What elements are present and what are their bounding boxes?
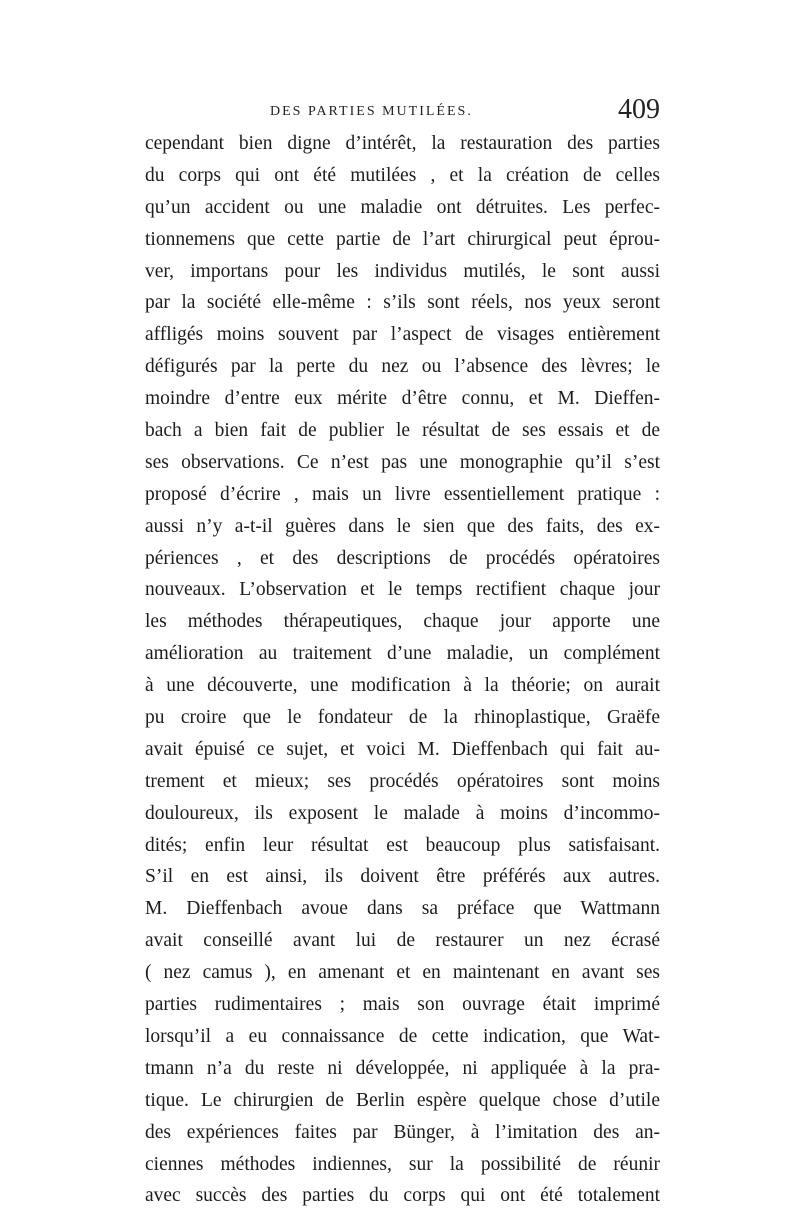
text-line: ( nez camus ), en amenant et en maintenant en avant ses [145,962,660,984]
text-line: trement et mieux; ses procédés opératoires sont moins [145,770,660,792]
text-line: avec succès des parties du corps qui ont été totalement [145,1185,660,1207]
text-line: bach a bien fait de publier le résultat de ses essais et de [145,420,660,442]
text-line: affligés moins souvent par l’aspect de visages entièrement [145,324,660,346]
text-line: nouveaux. L’observation et le temps rectifient chaque jour [145,579,660,601]
running-head [145,94,660,132]
text-line: des expériences faites par Bünger, à l’imitation des an- [145,1121,660,1143]
text-line: défigurés par la perte du nez ou l’absence des lèvres; le [145,356,660,378]
text-line: aussi n’y a-t-il guères dans le sien que des faits, des ex- [145,515,660,537]
text-line: proposé d’écrire , mais un livre essentiellement pratique : [145,483,660,505]
text-line: douloureux, ils exposent le malade à moins d’incommo- [145,802,660,824]
text-line: pu croire que le fondateur de la rhinoplastique, Graëfe [145,707,660,729]
text-line: lorsqu’il a eu connaissance de cette indication, que Wat- [145,1025,660,1047]
text-line: avait épuisé ce sujet, et voici M. Dieffenbach qui fait au- [145,738,660,760]
text-line: par la société elle-même : s’ils sont réels, nos yeux seront [145,292,660,314]
text-line: ses observations. Ce n’est pas une monographie qu’il s’est [145,451,660,473]
text-line: tmann n’a du reste ni développée, ni appliquée à la pra- [145,1057,660,1079]
text-line: qu’un accident ou une maladie ont détruites. Les perfec- [145,196,660,218]
text-line: à une découverte, une modification à la théorie; on aurait [145,675,660,697]
text-line: S’il en est ainsi, ils doivent être préférés aux autres. [145,866,660,888]
text-line: dités; enfin leur résultat est beaucoup plus satisfaisant. [145,834,660,856]
text-line: ver, importans pour les individus mutilés, le sont aussi [145,260,660,282]
text-line: moindre d’entre eux mérite d’être connu, et M. Dieffen- [145,388,660,410]
body-text [145,128,660,1212]
text-line: périences , et des descriptions de procédés opératoires [145,547,660,569]
text-line: parties rudimentaires ; mais son ouvrage était imprimé [145,994,660,1016]
text-line: ciennes méthodes indiennes, sur la possibilité de réunir [145,1153,660,1175]
text-line: du corps qui ont été mutilées , et la création de celles [145,164,660,186]
page-number: 409 [618,94,660,125]
text-line: tionnemens que cette partie de l’art chirurgical peut éprou- [145,228,660,250]
text-line: M. Dieffenbach avoue dans sa préface que Wattmann [145,898,660,920]
running-title: DES PARTIES MUTILÉES. [270,104,473,119]
text-line: les méthodes thérapeutiques, chaque jour apporte une [145,611,660,633]
text-line: tique. Le chirurgien de Berlin espère quelque chose d’utile [145,1089,660,1111]
text-line: cependant bien digne d’intérêt, la restauration des parties [145,133,660,154]
text-line: avait conseillé avant lui de restaurer un nez écrasé [145,930,660,952]
text-line: amélioration au traitement d’une maladie, un complément [145,643,660,665]
